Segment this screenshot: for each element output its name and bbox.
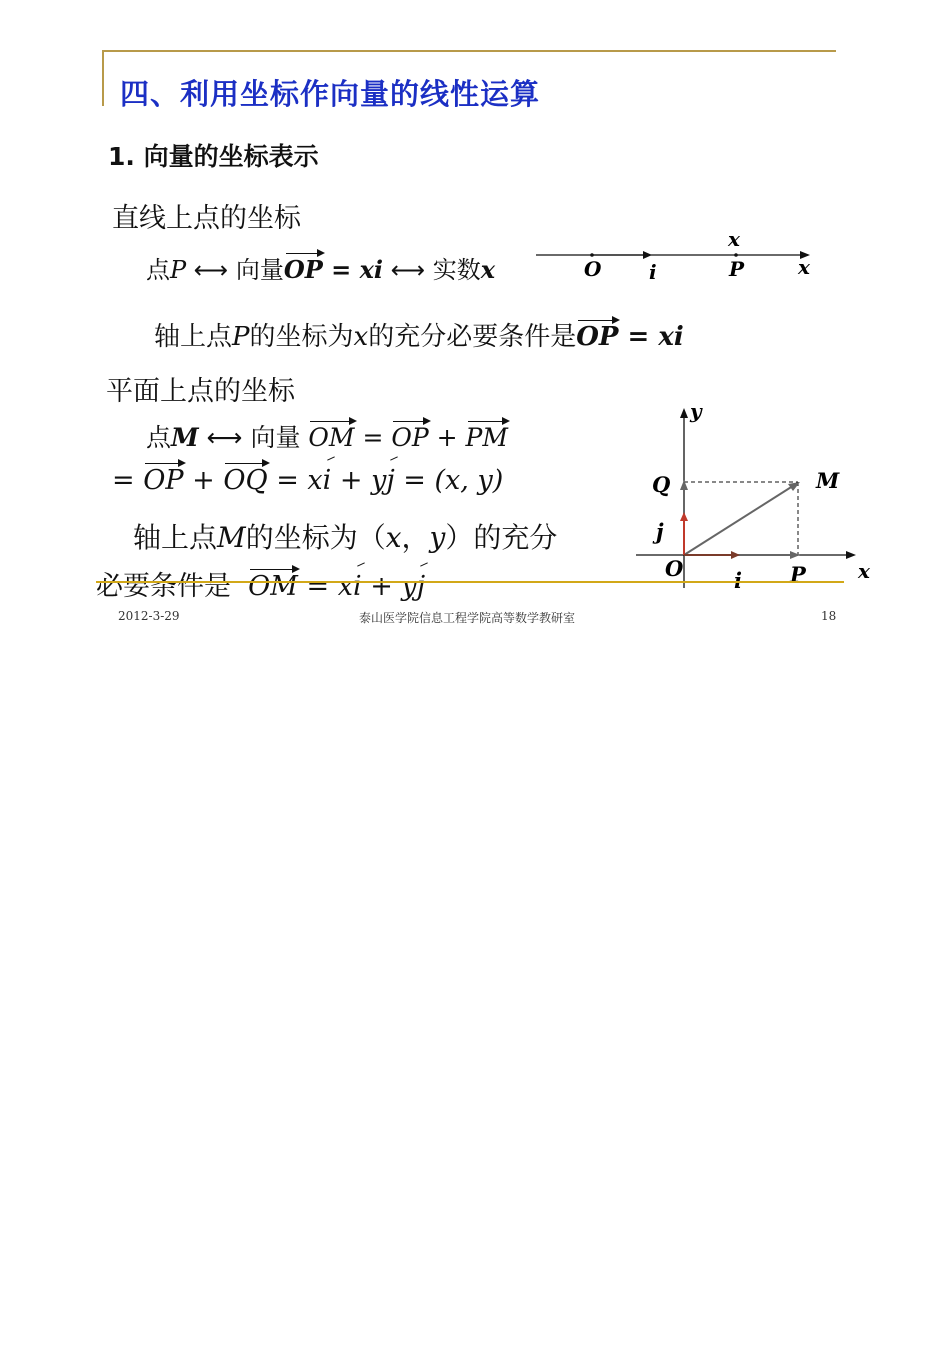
label-x-axis: x bbox=[798, 255, 810, 279]
vector-op-3: OP bbox=[143, 465, 184, 496]
section-subtitle: 1. 向量的坐标表示 bbox=[108, 142, 319, 171]
pc-x: x bbox=[385, 521, 402, 554]
number-line-diagram bbox=[530, 228, 830, 288]
plane-point-var: M bbox=[171, 423, 199, 452]
cond-expr: xi bbox=[658, 322, 684, 352]
pc-var-m: M bbox=[217, 521, 246, 554]
vector-word: 向量 bbox=[235, 256, 284, 284]
plane-heading: 平面上点的坐标 bbox=[106, 376, 295, 407]
plane-label-M: M bbox=[816, 468, 840, 493]
label-P: P bbox=[729, 257, 745, 281]
title-left-bar bbox=[102, 50, 104, 106]
pc-prefix: 轴上点 bbox=[133, 521, 218, 554]
line-condition bbox=[154, 316, 684, 353]
cond-equals: = bbox=[618, 322, 659, 352]
footer-organization: 泰山医学院信息工程学院高等数学教研室 bbox=[359, 611, 576, 625]
pc2-x: x bbox=[337, 571, 353, 602]
cond-vector-op: OP bbox=[576, 322, 619, 352]
coordinate-tuple: (x, y) bbox=[434, 465, 504, 496]
plane-condition-line2 bbox=[96, 564, 425, 603]
plane-equals: = bbox=[354, 423, 392, 452]
pc-mid: 的坐标为（ bbox=[245, 521, 386, 554]
plane-label-O: O bbox=[665, 556, 684, 581]
plane-coordinate-diagram bbox=[630, 398, 880, 598]
label-i: i bbox=[649, 260, 657, 284]
unit-j: j bbox=[386, 465, 395, 496]
line-correspondence bbox=[146, 250, 495, 285]
cond-mid2: 的充分必要条件是 bbox=[368, 322, 577, 352]
pc2-vector-om: OM bbox=[248, 571, 298, 602]
label-x-coordinate: x bbox=[728, 228, 740, 251]
double-arrow-2: ⟷ bbox=[390, 256, 426, 284]
pc2-equals: = bbox=[297, 571, 338, 602]
plane-label-y: y bbox=[690, 399, 702, 423]
decomp-x: x bbox=[307, 465, 323, 496]
x-axis-arrowhead bbox=[846, 551, 856, 559]
pc2-prefix: 必要条件是 bbox=[96, 571, 231, 602]
plane-point-word: 点 bbox=[146, 423, 172, 452]
segment-om bbox=[684, 484, 796, 555]
decomp-plus-1: + bbox=[183, 465, 224, 496]
real-word: 实数 bbox=[432, 256, 481, 284]
vector-oq: OQ bbox=[223, 465, 268, 496]
unit-vector-arrowhead bbox=[643, 251, 652, 259]
plane-double-arrow: ⟷ bbox=[206, 423, 243, 452]
decomp-equals-1: = bbox=[112, 465, 144, 496]
footer-rule bbox=[96, 581, 844, 583]
plane-label-j: j bbox=[656, 519, 664, 544]
pc2-unit-i: i bbox=[352, 571, 362, 602]
plane-label-i: i bbox=[734, 568, 742, 593]
line-heading: 直线上点的坐标 bbox=[112, 203, 301, 234]
cond-mid1: 的坐标为 bbox=[249, 322, 354, 352]
unit-i-arrowhead bbox=[731, 551, 740, 559]
pc-suffix: ）的充分 bbox=[445, 521, 558, 554]
decomp-equals-3: = bbox=[394, 465, 435, 496]
plane-condition-line1 bbox=[133, 516, 557, 556]
label-O: O bbox=[584, 257, 602, 281]
equals: = bbox=[322, 255, 360, 284]
double-arrow-1: ⟷ bbox=[193, 256, 229, 284]
cond-prefix: 轴上点 bbox=[154, 322, 233, 352]
pc-y: y bbox=[429, 521, 446, 554]
unit-i: i bbox=[322, 465, 332, 496]
vector-op-2: OP bbox=[391, 423, 429, 452]
slide-title: 四、利用坐标作向量的线性运算 bbox=[120, 77, 541, 111]
pc-comma: ， bbox=[401, 521, 430, 554]
decomp-equals-2: = bbox=[267, 465, 308, 496]
vector-op: OP bbox=[283, 255, 323, 284]
unit-j-arrowhead bbox=[680, 512, 688, 521]
plane-plus: + bbox=[428, 423, 466, 452]
footer-date: 2012-3-29 bbox=[118, 609, 180, 623]
plane-vector-word: 向量 bbox=[250, 423, 301, 452]
cond-var-x: x bbox=[353, 322, 369, 352]
expr-xi: xi bbox=[359, 255, 384, 284]
point-var: P bbox=[170, 256, 187, 284]
y-axis-arrowhead bbox=[680, 408, 688, 418]
footer-page-number: 18 bbox=[821, 609, 837, 623]
pc2-y: y bbox=[401, 571, 417, 602]
cond-var-p: P bbox=[232, 322, 250, 352]
plane-label-x: x bbox=[858, 559, 870, 583]
decomp-plus-2: + bbox=[331, 465, 372, 496]
top-rule bbox=[103, 50, 836, 52]
point-word: 点 bbox=[146, 256, 170, 284]
plane-correspondence bbox=[146, 418, 508, 454]
plane-label-P: P bbox=[790, 562, 806, 587]
vector-om: OM bbox=[308, 423, 355, 452]
plane-label-Q: Q bbox=[652, 472, 671, 497]
pc2-plus: + bbox=[361, 571, 402, 602]
pc2-unit-j: j bbox=[416, 571, 426, 602]
real-var: x bbox=[480, 255, 496, 284]
decomp-y: y bbox=[371, 465, 387, 496]
vector-pm: PM bbox=[465, 423, 508, 452]
plane-decomposition bbox=[112, 465, 503, 496]
